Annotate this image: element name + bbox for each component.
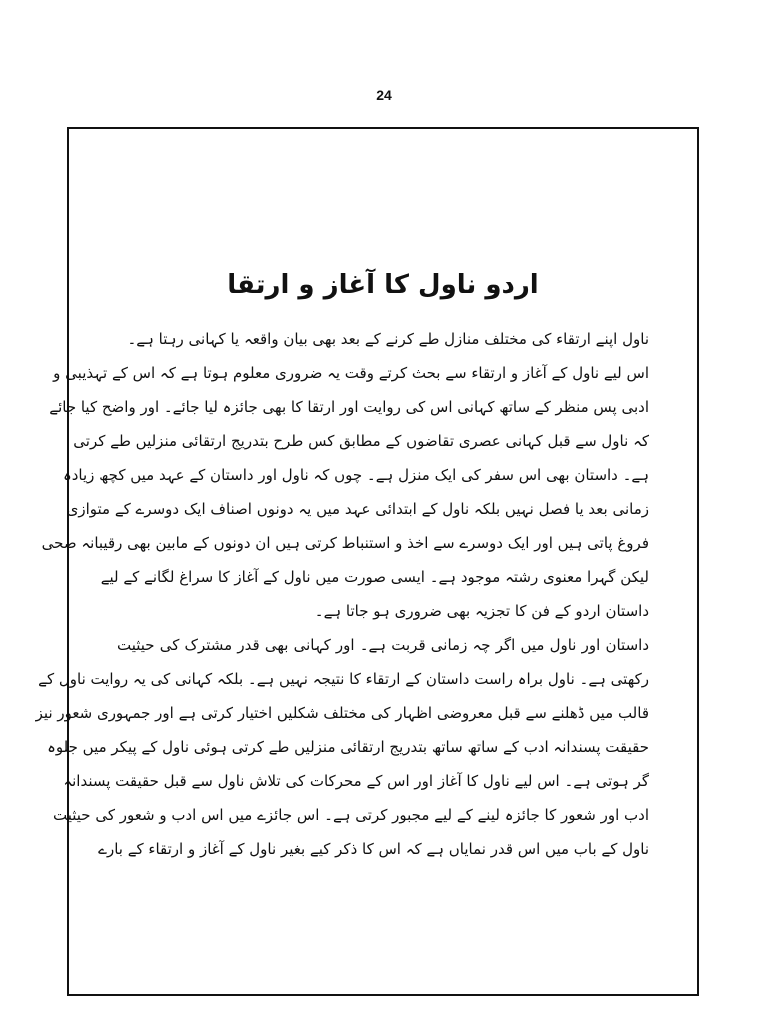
text-line: داستان اردو کے فن کا تجزیہ بھی ضروری ہو جاتا ہے۔ — [314, 602, 649, 620]
body-text — [35, 322, 649, 866]
text-line: اس لیے ناول کے آغاز و ارتقاء سے بحث کرتے وقت یہ ضروری معلوم ہوتا ہے کہ اس کے تہذیبی و — [53, 364, 649, 382]
text-line: فروغ پاتی ہیں اور ایک دوسرے سے اخذ و استنباط کرتی ہیں ان دونوں کے مابین بھی رقیبانہ صحی — [41, 534, 649, 552]
text-line: گر ہوتی ہے۔ اس لیے ناول کا آغاز اور اس کے محرکات کی تلاش ناول سے قبل حقیقت پسندانہ — [63, 772, 649, 790]
text-line: زمانی بعد یا فصل نہیں بلکہ ناول کے ابتدائی عہد میں یہ دونوں اصناف ایک دوسرے کے متوازی — [66, 500, 649, 518]
text-line: ادبی پس منظر کے ساتھ کہانی اس کی روایت اور ارتقا کا بھی جائزہ لیا جائے۔ اور واضح کیا جائے — [49, 398, 649, 416]
text-line: ادب اور شعور کا جائزہ لینے کے لیے مجبور کرتی ہے۔ اس جائزے میں اس ادب و شعور کی حیثیت — [53, 806, 649, 824]
text-line: ناول کے باب میں اس قدر نمایاں ہے کہ اس کا ذکر کیے بغیر ناول کے آغاز و ارتقاء کے بارے — [98, 840, 649, 858]
text-line: کہ ناول سے قبل کہانی عصری تقاضوں کے مطابق کس طرح بتدریج ارتقائی منزلیں طے کرتی — [73, 432, 649, 450]
text-line: رکھتی ہے۔ ناول براہ راست داستان کے ارتقاء کا نتیجہ نہیں ہے۔ بلکہ کہانی کی یہ روایت ناول کے — [38, 670, 649, 688]
text-line: ناول اپنے ارتقاء کی مختلف منازل طے کرنے کے بعد بھی بیان واقعہ یا کہانی رہتا ہے۔ — [127, 330, 649, 348]
text-line: ہے۔ داستان بھی اس سفر کی ایک منزل ہے۔ چوں کہ ناول اور داستان کے عہد میں کچھ زیادہ — [62, 466, 649, 484]
chapter-title: اردو ناول کا آغاز و ارتقا — [227, 270, 539, 301]
text-line: حقیقت پسندانہ ادب کے ساتھ ساتھ بتدریج ارتقائی منزلیں طے کرتی ہوئی ناول کے پیکر میں جلوہ — [47, 738, 649, 756]
text-line: لیکن گہرا معنوی رشتہ موجود ہے۔ ایسی صورت میں ناول کے آغاز کا سراغ لگانے کے لیے — [100, 568, 649, 586]
text-line: داستان اور ناول میں اگر چہ زمانی قربت ہے۔ اور کہانی بھی قدر مشترک کی حیثیت — [117, 636, 649, 654]
text-line: قالب میں ڈھلنے سے قبل معروضی اظہار کی مختلف شکلیں اختیار کرتی ہے اور جمہوری شعور نیز — [35, 704, 649, 722]
page-number: 24 — [376, 87, 392, 103]
